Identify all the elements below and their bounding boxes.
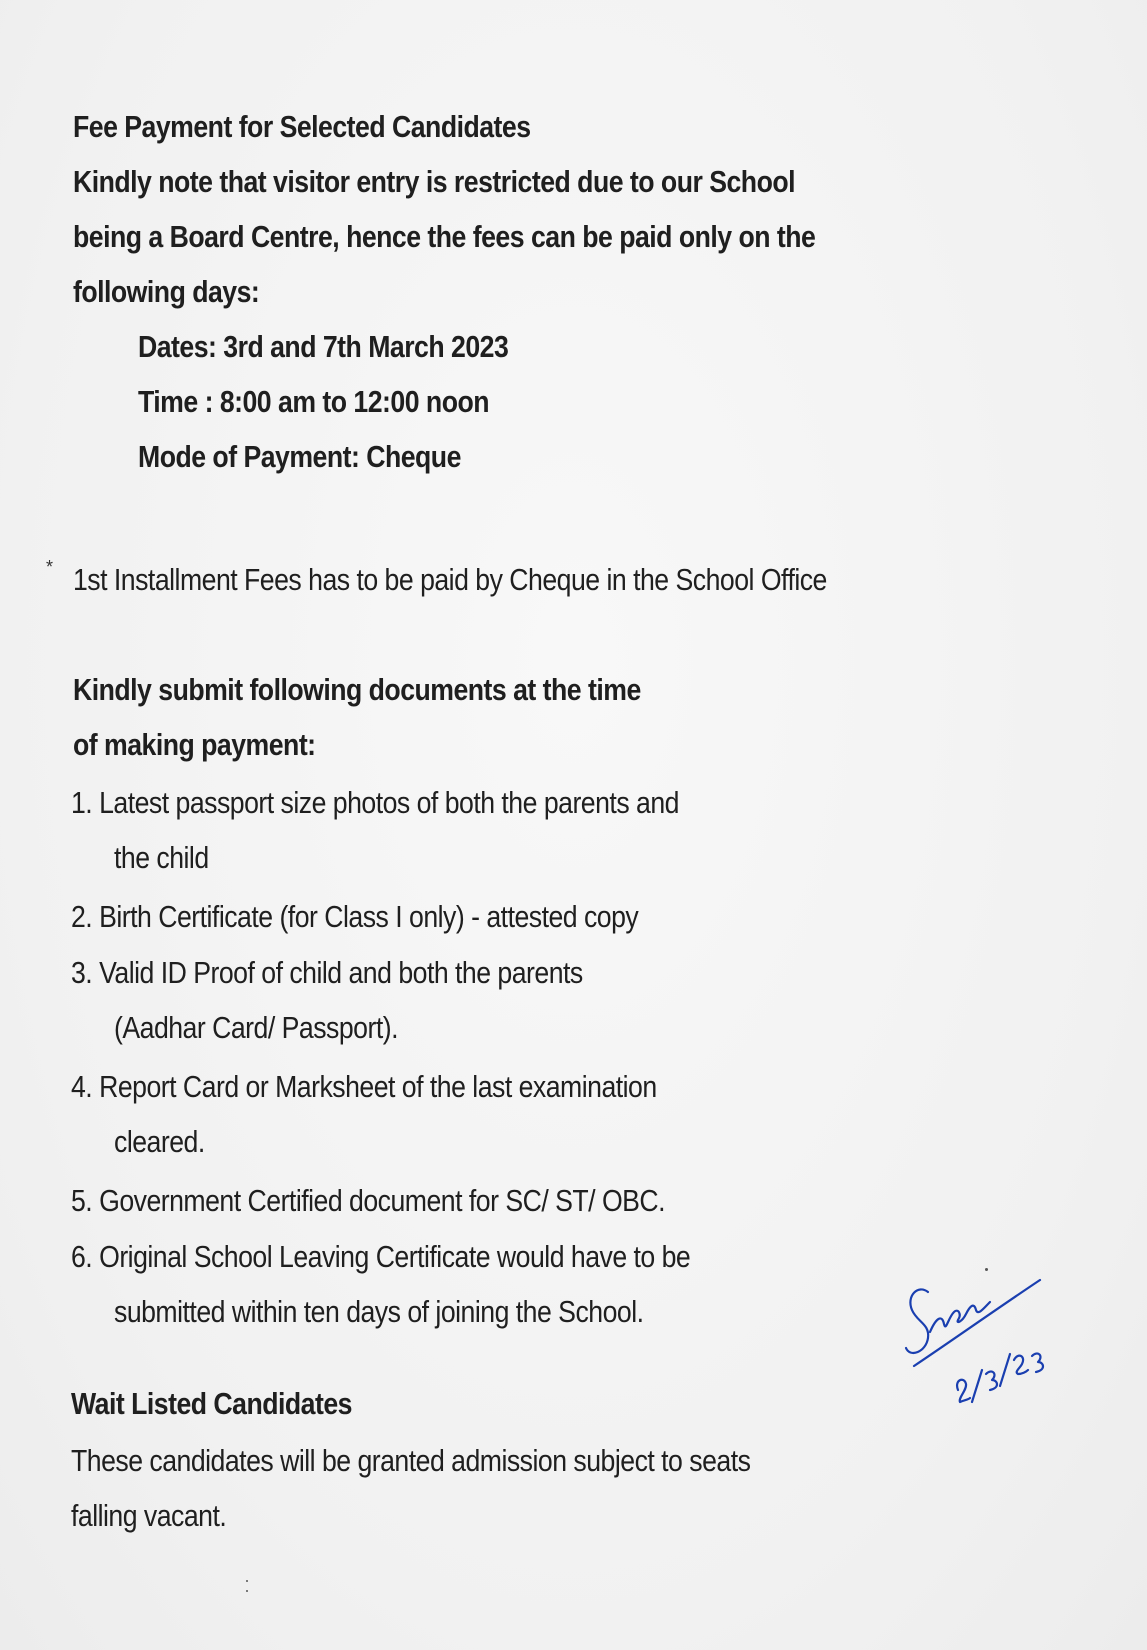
installment-note: 1st Installment Fees has to be paid by Cheque in the School Office (73, 562, 827, 597)
intro-line-2: being a Board Centre, hence the fees can be paid only on the (73, 219, 816, 254)
document-item-5: 5. Government Certified document for SC/ ST/ OBC. (71, 1183, 666, 1218)
intro-line-1: Kindly note that visitor entry is restricted due to our School (73, 164, 796, 199)
wait-listed-line-2: falling vacant. (71, 1498, 227, 1533)
document-item-6: 6. Original School Leaving Certificate would have to be (71, 1239, 691, 1274)
document-item-2: 2. Birth Certificate (for Class I only) - attested copy (71, 899, 639, 934)
document-item-1-cont: the child (114, 840, 209, 875)
documents-heading-line-2: of making payment: (73, 727, 316, 762)
document-item-4: 4. Report Card or Marksheet of the last examination (71, 1069, 657, 1104)
wait-listed-line-1: These candidates will be granted admission subject to seats (71, 1443, 751, 1478)
document-item-4-cont: cleared. (114, 1124, 205, 1159)
scan-speck (246, 1580, 248, 1582)
scan-speck (246, 1590, 248, 1592)
documents-heading-line-1: Kindly submit following documents at the time (73, 672, 641, 707)
payment-mode-line: Mode of Payment: Cheque (138, 439, 461, 474)
selected-heading: Fee Payment for Selected Candidates (73, 109, 531, 144)
time-line: Time : 8:00 am to 12:00 noon (138, 384, 490, 419)
intro-line-3: following days: (73, 274, 260, 309)
document-item-6-cont: submitted within ten days of joining the School. (114, 1294, 644, 1329)
document-item-3: 3. Valid ID Proof of child and both the parents (71, 955, 583, 990)
document-item-3-cont: (Aadhar Card/ Passport). (114, 1010, 398, 1045)
note-bullet: * (46, 557, 54, 577)
handwritten-signature (900, 1262, 1060, 1412)
dates-line: Dates: 3rd and 7th March 2023 (138, 329, 509, 364)
document-item-1: 1. Latest passport size photos of both the parents and (71, 785, 679, 820)
wait-listed-heading: Wait Listed Candidates (71, 1386, 352, 1421)
